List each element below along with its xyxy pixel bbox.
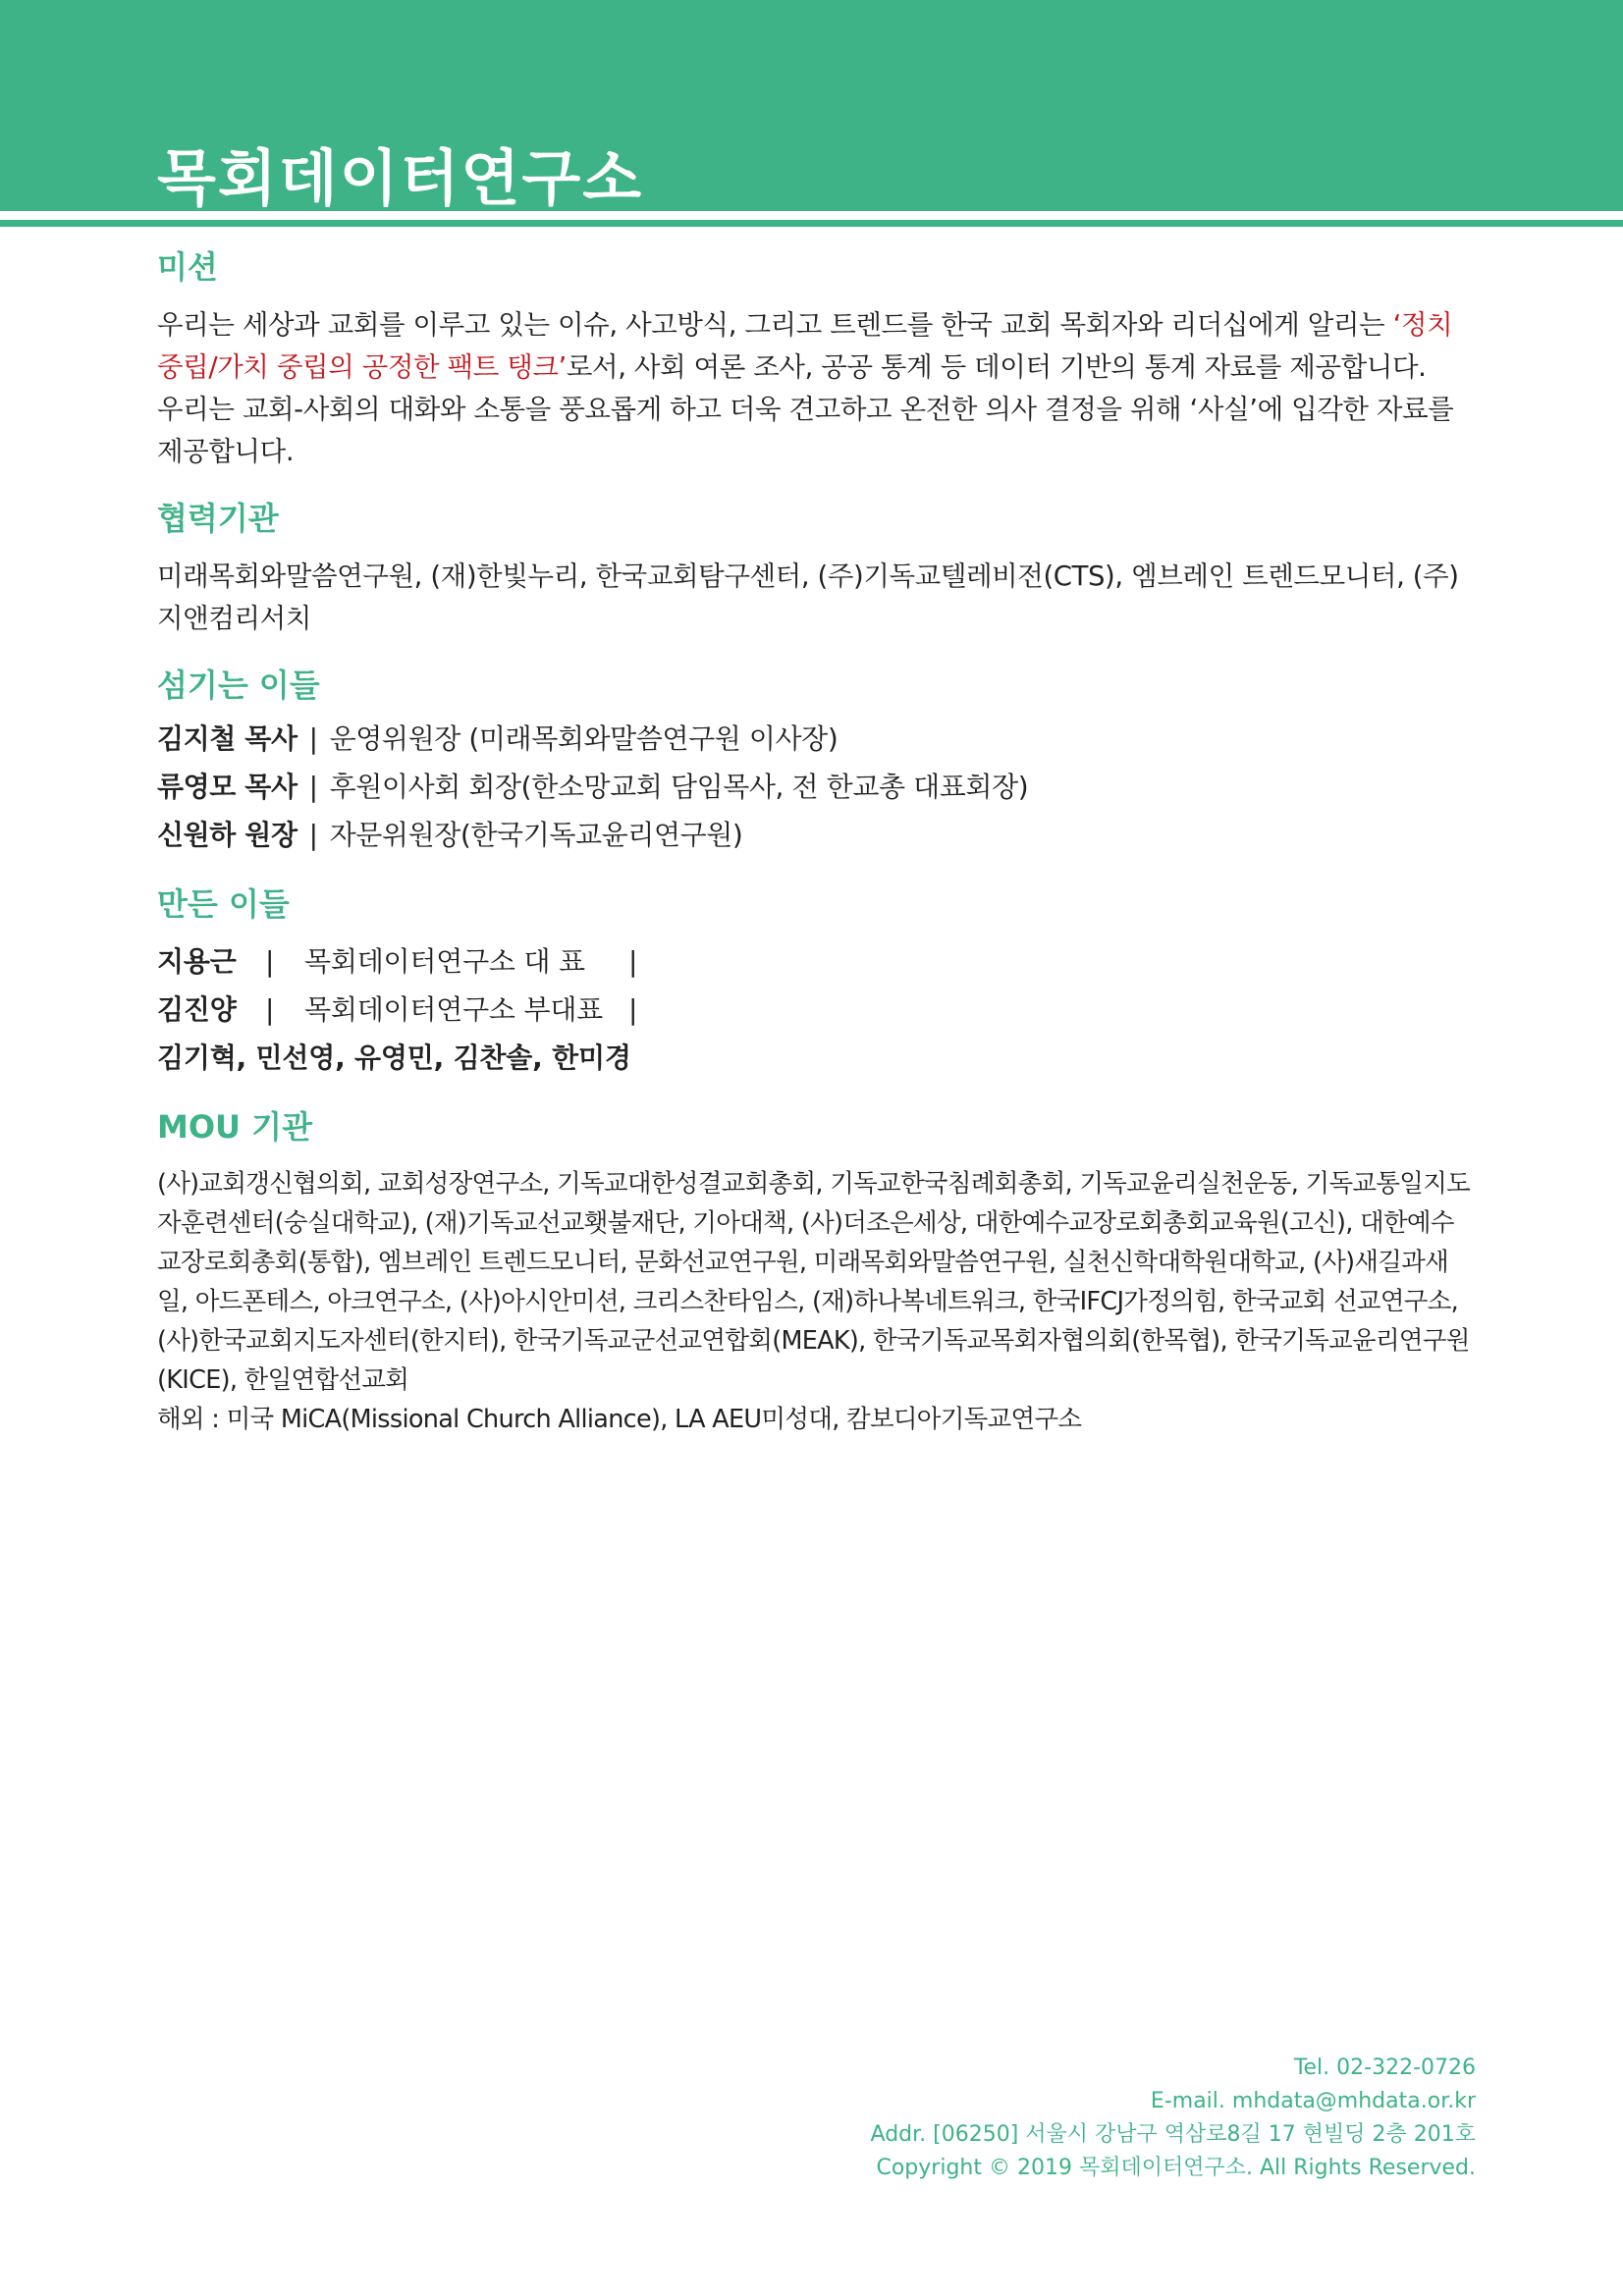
partners-heading: 협력기관: [157, 500, 279, 537]
mission-paragraph-2: 우리는 교회-사회의 대화와 소통을 풍요롭게 하고 더욱 견고하고 온전한 의사 결정을 위해 ‘사실’에 입각한 자료를 제공합니다.: [157, 394, 1454, 467]
mission-section: [157, 243, 1473, 473]
mission-heading: 미션: [157, 248, 218, 286]
maker-row: [157, 986, 1473, 1034]
maker-name: 김진양: [157, 993, 237, 1026]
maker-role: 목회데이터연구소 부대표: [304, 993, 604, 1026]
maker-separator: |: [265, 993, 275, 1026]
staff-row: [157, 1034, 1473, 1082]
mission-highlight: ‘정치 중립/가치 중립의 공정한 팩트 탱크’: [157, 309, 1453, 383]
makers-heading: 만든 이들: [157, 885, 290, 923]
header-band: [0, 0, 1623, 214]
server-row: [157, 715, 1473, 763]
maker-separator: |: [265, 945, 275, 978]
server-row: [157, 811, 1473, 859]
maker-end-separator: |: [628, 945, 638, 978]
footer-contact: [871, 2052, 1476, 2185]
servers-heading: 섬기는 이들: [157, 667, 320, 704]
server-separator: |: [308, 771, 318, 803]
partners-text: 미래목회와말씀연구원, (재)한빛누리, 한국교회탐구센터, (주)기독교텔레비전(CTS), 엠브레인 트렌드모니터, (주)지앤컴리서치: [157, 561, 1459, 634]
footer-email: E-mail. mhdata@mhdata.or.kr: [1150, 2089, 1476, 2113]
maker-name: 지용근: [157, 945, 237, 978]
server-separator: |: [308, 722, 318, 755]
header-divider: [0, 220, 1623, 227]
server-name: 신원하 원장: [157, 819, 298, 851]
server-name: 류영모 목사: [157, 771, 298, 803]
footer-tel: Tel. 02-322-0726: [1293, 2056, 1476, 2080]
partners-section: [157, 495, 1473, 640]
staff-names: 김기혁, 민선영, 유영민, 김찬솔, 한미경: [157, 1041, 631, 1074]
maker-end-separator: |: [628, 993, 638, 1026]
page-title: 목회데이터연구소: [157, 142, 644, 214]
main-content: [157, 243, 1473, 1461]
mission-text-before: 우리는 세상과 교회를 이루고 있는 이슈, 사고방식, 그리고 트렌드를 한국 교회 목회자와 리더십에게 알리는: [157, 309, 1393, 341]
footer-address: Addr. [06250] 서울시 강남구 역삼로8길 17 현빌딩 2층 201호: [870, 2122, 1476, 2147]
mission-paragraph-1: [157, 304, 1473, 389]
makers-section: [157, 881, 1473, 1082]
mou-heading: MOU 기관: [157, 1108, 312, 1146]
mou-text: (사)교회갱신협의회, 교회성장연구소, 기독교대한성결교회총회, 기독교한국침례회총회, 기독교윤리실천운동, 기독교통일지도자훈련센터(숭실대학교), (재)기독교선교횃불재단, 기아대책, (사)더조은세상, 대한예수교장로회총회교육원(고신), 대한예수교장로회총회(통합), 엠브레인 트렌드모니터, 문화선교연구원, 미래목회와말씀연구원, 실천신학대학원대학교, (사)새길과새일, 아드폰테스, 아크연구소, (사)아시안미션, 크리스찬타임스, (재)하나복네트워크, 한국IFCJ가정의힘, 한국교회 선교연구소, (사)한국교회지도자센터(한지터), 한국기독교군선교연합회(MEAK), 한국기독교목회자협의회(한목협), 한국기독교윤리연구원(KICE), 한일연합선교회: [157, 1169, 1471, 1395]
server-role: 자문위원장(한국기독교윤리연구원): [329, 819, 743, 851]
servers-section: [157, 662, 1473, 859]
mission-text-after: 로서, 사회 여론 조사, 공공 통계 등 데이터 기반의 통계 자료를 제공합니다.: [566, 351, 1427, 383]
mou-section: [157, 1103, 1473, 1439]
server-role: 후원이사회 회장(한소망교회 담임목사, 전 한교총 대표회장): [329, 771, 1029, 803]
maker-row: [157, 937, 1473, 986]
maker-role: 목회데이터연구소 대 표: [304, 945, 585, 978]
server-role: 운영위원장 (미래목회와말씀연구원 이사장): [329, 722, 839, 755]
server-name: 김지철 목사: [157, 722, 298, 755]
mou-overseas: 해외 : 미국 MiCA(Missional Church Alliance), LA AEU미성대, 캄보디아기독교연구소: [157, 1405, 1082, 1434]
server-separator: |: [308, 819, 318, 851]
footer-copyright: Copyright © 2019 목회데이터연구소. All Rights Reserved.: [876, 2156, 1476, 2180]
server-row: [157, 763, 1473, 811]
